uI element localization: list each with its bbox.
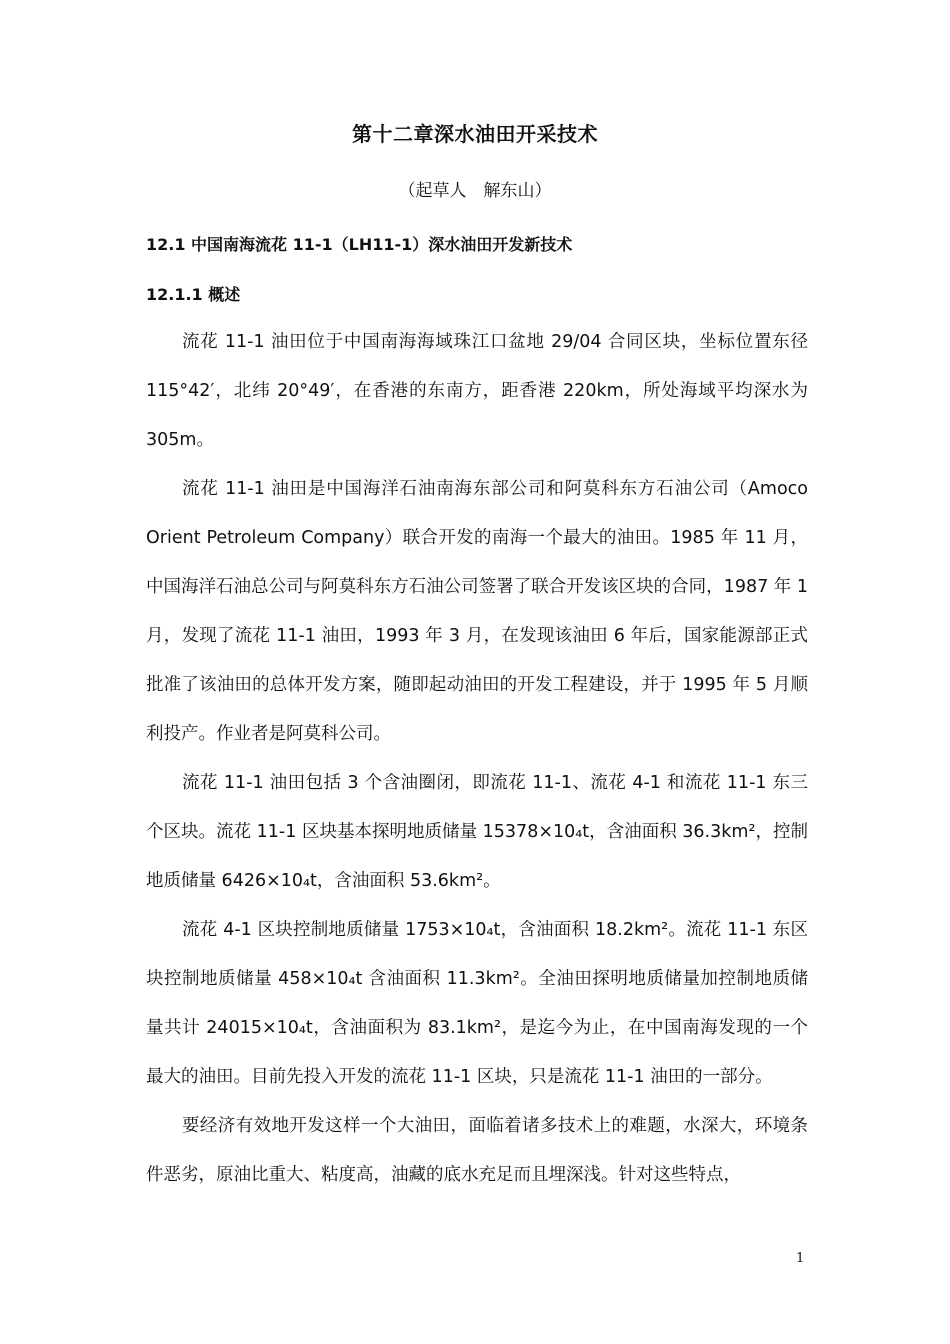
paragraph: 要经济有效地开发这样一个大油田，面临着诸多技术上的难题，水深大，环境条件恶劣，原油比重大、粘度高，油藏的底水充足而且埋深浅。针对这些特点， <box>146 1116 808 1185</box>
body-text <box>146 318 808 1200</box>
paragraph: 流花 11-1 油田位于中国南海海域珠江口盆地 29/04 合同区块，坐标位置东径 115°42′，北纬 20°49′，在香港的东南方，距香港 220km，所处海域平均深水为 305m。 <box>146 332 808 450</box>
drafter-line: （起草人 解东山） <box>398 181 552 201</box>
paragraph: 流花 4-1 区块控制地质储量 1753×10₄t，含油面积 18.2km²。流花 11-1 东区块控制地质储量 458×10₄t 含油面积 11.3km²。全油田探明地质储量加控制地质储量共计 24015×10₄t，含油面积为 83.1km²，是迄今为止，在中国南海发现的一个最大的油田。目前先投入开发的流花 11-1 区块，只是流花 11-1 油田的一部分。 <box>146 920 808 1087</box>
paragraph: 流花 11-1 油田包括 3 个含油圈闭，即流花 11-1、流花 4-1 和流花 11-1 东三个区块。流花 11-1 区块基本探明地质储量 15378×10₄t，含油面积 36.3km²，控制地质储量 6426×10₄t，含油面积 53.6km²。 <box>146 773 808 891</box>
chapter-title: 第十二章深水油田开采技术 <box>352 122 598 146</box>
paragraph: 流花 11-1 油田是中国海洋石油南海东部公司和阿莫科东方石油公司（Amoco Orient Petroleum Company）联合开发的南海一个最大的油田。1985 年 11 月，中国海洋石油总公司与阿莫科东方石油公司签署了联合开发该区块的合同，1987 年 1 月，发现了流花 11-1 油田，1993 年 3 月，在发现该油田 6 年后，国家能源部正式批准了该油田的总体开发方案，随即起动油田的开发工程建设，并于 1995 年 5 月顺利投产。作业者是阿莫科公司。 <box>146 479 808 744</box>
subsection-heading: 12.1.1 概述 <box>146 285 241 304</box>
page-number: 1 <box>796 1251 805 1266</box>
section-heading: 12.1 中国南海流花 11-1（LH11-1）深水油田开发新技术 <box>146 235 573 254</box>
